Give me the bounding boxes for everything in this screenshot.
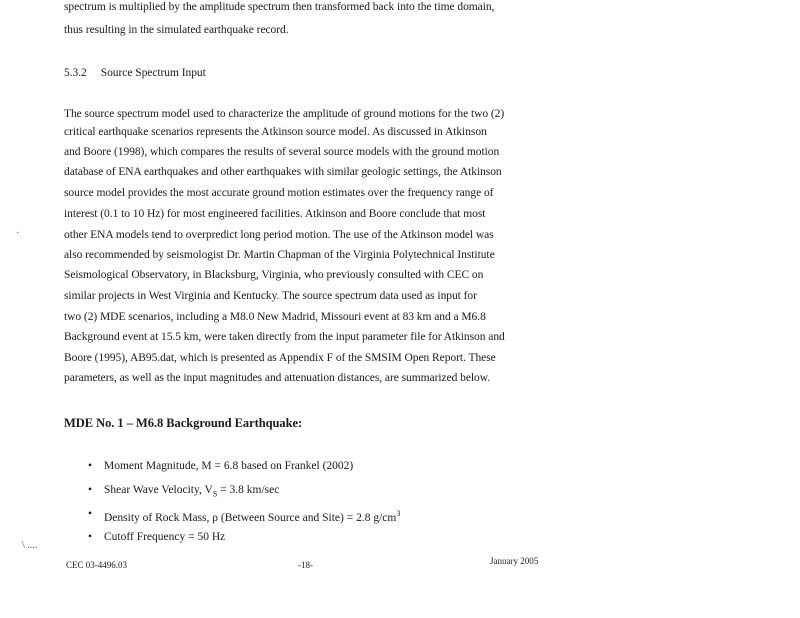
footer-date: January 2005 bbox=[490, 556, 539, 566]
paragraph-line: The source spectrum model used to characterize the amplitude of ground motions for the two (2) bbox=[64, 108, 505, 120]
paragraph-line: parameters, as well as the input magnitudes and attenuation distances, are summarized below. bbox=[64, 372, 491, 384]
margin-mark-upper: · bbox=[16, 228, 20, 239]
paragraph-line: Boore (1995), AB95.dat, which is presented as Appendix F of the SMSIM Open Report. These bbox=[64, 352, 496, 364]
section-heading bbox=[64, 66, 206, 80]
intro-line-1: spectrum is multiplied by the amplitude spectrum then transformed back into the time domain, bbox=[64, 1, 495, 13]
bullet-text: Cutoff Frequency = 50 Hz bbox=[104, 531, 226, 543]
paragraph-line: Background event at 15.5 km, were taken directly from the input parameter file for Atkinson and bbox=[64, 331, 505, 343]
paragraph-line: two (2) MDE scenarios, including a M8.0 New Madrid, Missouri event at 83 km and a M6.8 bbox=[64, 311, 486, 323]
shear-wave-suffix: = 3.8 km/sec bbox=[217, 484, 280, 496]
paragraph-line: database of ENA earthquakes and other earthquakes with similar geologic settings, the Atkinson bbox=[64, 166, 502, 178]
bullet-dot: • bbox=[88, 484, 93, 496]
bullet-dot: • bbox=[88, 531, 93, 543]
paragraph-line: source model provides the most accurate ground motion estimates over the frequency range of bbox=[64, 187, 494, 199]
bullet-text bbox=[104, 483, 279, 501]
paragraph-line: critical earthquake scenarios represents the Atkinson source model. As discussed in Atkinson bbox=[64, 126, 487, 138]
density-superscript: 3 bbox=[396, 509, 401, 518]
paragraph-line: Seismological Observatory, in Blacksburg, Virginia, who previously consulted with CEC on bbox=[64, 269, 484, 281]
paragraph-line: other ENA models tend to overpredict long period motion. The use of the Atkinson model was bbox=[64, 229, 494, 241]
section-number: 5.3.2 bbox=[64, 67, 87, 79]
bullet-text bbox=[104, 507, 400, 525]
bullet-text: Moment Magnitude, M = 6.8 based on Frankel (2002) bbox=[104, 460, 354, 472]
section-title: Source Spectrum Input bbox=[100, 67, 206, 79]
bullet-dot: • bbox=[88, 508, 93, 520]
mde-heading: MDE No. 1 – M6.8 Background Earthquake: bbox=[64, 416, 303, 430]
paragraph-line: interest (0.1 to 10 Hz) for most engineered facilities. Atkinson and Boore conclude that most bbox=[64, 208, 486, 220]
footer-page-number: -18- bbox=[298, 560, 313, 570]
footer-project-number: CEC 03-4496.03 bbox=[66, 560, 128, 570]
density-prefix: Density of Rock Mass, ρ (Between Source and Site) = 2.8 g/cm bbox=[104, 511, 397, 524]
bullet-dot: • bbox=[88, 460, 93, 472]
intro-line-2: thus resulting in the simulated earthquake record. bbox=[64, 24, 289, 36]
paragraph-line: similar projects in West Virginia and Kentucky. The source spectrum data used as input for bbox=[64, 290, 477, 302]
paragraph-line: and Boore (1998), which compares the results of several source models with the ground motion bbox=[64, 146, 500, 158]
margin-mark-lower: \ .... bbox=[22, 540, 38, 551]
paragraph-line: also recommended by seismologist Dr. Martin Chapman of the Virginia Polytechnical Institute bbox=[64, 249, 495, 261]
shear-wave-subscript: S bbox=[212, 489, 218, 499]
shear-wave-prefix: Shear Wave Velocity, V bbox=[104, 484, 213, 496]
